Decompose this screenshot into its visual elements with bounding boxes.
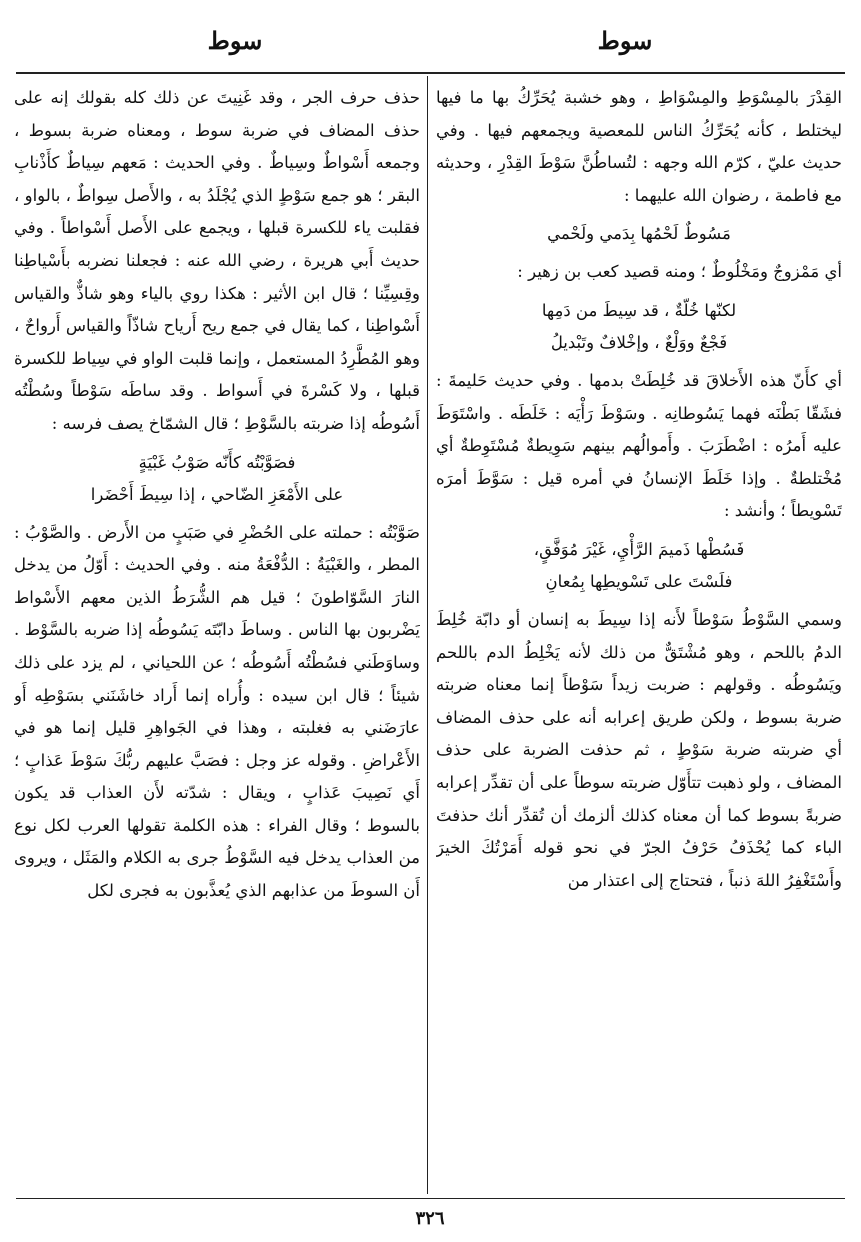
right-verse-1 xyxy=(436,218,842,250)
top-rule xyxy=(16,72,845,74)
left-paragraph-1: حذف حرف الجر ، وقد غَنِيتَ عن ذلك كله بقولك إنه على حذف المضاف في ضربة سوط ، ومعناه ضربة بسوط ، وجمعه أَسْواطٌ وسِياطٌ . وفي الحديث : مَعهم سِياطٌ كأَذْنابِ البقر ؛ هو جمع سَوْطٍ الذي يُجْلَدُ به ، والأَصل سِواطٌ ، بالواو ، فقلبت ياء للكسرة قبلها ، ويجمع على الأَصل أَسْواطاً . وفي حديث أَبي هريرة ، رضي الله عنه : فجعلنا نضربه بأَسْياطِنا وقِسِيِّنا ؛ قال ابن الأثير : هكذا روي بالياء وهو شاذٌّ والقياس أَسْواطِنا ، كما يقال في جمع ريح أَرياح شاذّاً والقياس أَرواحٌ ، وهو المُطَّرِدُ المستعمل ، وإنما قلبت الواو في سِياط للكسرة قبلها ، ولا كَسْرةَ في أَسواط . وقد ساطَه سَوْطاً وسُطْتُه أَسُوطُه إذا ضربته بالسَّوْطِ ؛ قال الشمّاخ يصف فرسه : xyxy=(14,88,420,433)
bottom-rule xyxy=(16,1198,845,1199)
verse-line: على الأَمْعَزِ الضّاحي ، إذا سِيطَ أَحْضَرا xyxy=(90,484,344,504)
headword-right: سوط xyxy=(597,26,653,55)
verse-line: فَجْعٌ ووَلْعٌ ، وإخْلافٌ وتَبْديلُ xyxy=(550,332,728,352)
verse-line: فلَسْتَ على تَسْويطِها بِمُعانِ xyxy=(545,571,733,591)
verse-line: لكنّها خُلّةٌ ، قد سِيطَ من دَمِها xyxy=(541,300,737,320)
verse-line: فصَوَّبْتُه كأَنّه صَوْبُ غَبْيَةٍ xyxy=(138,452,296,472)
right-paragraph-4: وسمي السَّوْطُ سَوْطاً لأَنه إذا سِيطَ به إنسان أو دابّة خُلِطَ الدمُ باللحم ، وهو مُشْتَقٌّ من ذلك لأنه يَخْلِطُ الدم باللحم ويَسُوطُه . وقولهم : ضربت زيداً سَوْطاً إنما معناه ضربته ضربة بسوط ، ولكن طريق إعرابه أنه على حذف المضاف أي ضربته ضربة سَوْطٍ ، ثم حذفت الضربة على حذف المضاف ، ولو ذهبت تتأَوّل ضربته سوطاً على أن تقدِّر إعرابه ضربةً بسوط كما أن معناه كذلك ألزمك أن تُقدِّر أنك حذفتَ الباء كما يُحْذَفُ حَرْفُ الجرّ في نحو قوله أَمَرْتُكَ الخيرَ وأَسْتَغْفِرُ اللهَ ذنباً ، فتحتاج إلى اعتذار من xyxy=(436,609,842,890)
page-number: ٣٢٦ xyxy=(415,1208,445,1229)
headword-left: سوط xyxy=(207,26,263,55)
right-verse-3 xyxy=(436,534,842,598)
left-paragraph-2: صَوَّبْتُه : حملته على الحُضْرِ في صَبَبٍ من الأَرض . والصَّوْبُ : المطر ، والغَبْيَةُ : الدُّفْعَةُ منه . وفي الحديث : أَوّلُ من يدخل النارَ السَّوّاطونَ ؛ قيل هم الشُّرَطُ الذين معهم الأَسْواط يَضْربون بها الناس . وساطَ دابّتَه يَسُوطُه إذا ضربه بالسَّوْط . وساوَطَني فسُطْتُه أَسُوطُه ؛ عن اللحياني ، لم يزد على ذلك شيئاً ؛ قال ابن سيده : وأُراه إنما أَراد خاشَنَني بسَوْطِه أَو عارَضَني به فغلبته ، وهذا في الجَواهِرِ قليل إنما هو في الأَعْراضِ . وقوله عز وجل : فصَبَّ عليهم ربُّكَ سَوْطَ عَذابٍ ؛ أَي نَصِيبَ عَذابٍ ، ويقال : شدّته لأَن العذاب قد يكون بالسوط ؛ وقال الفراء : هذه الكلمة تقولها العرب لكل نوع من العذاب يدخل فيه السَّوْطُ جرى به الكلام والمَثَل ، ويروى أَن السوطَ من عذابهم الذي يُعذَّبون به فجرى لكل xyxy=(14,522,420,901)
right-column xyxy=(436,82,842,1190)
right-paragraph-3: أي كأَنّ هذه الأَخلاقَ قد خُلِطَتْ بدمها . وفي حديث حَليمةَ : فشَقّا بَطْنَه فهما يَسُوطانِه . وسَوْطَ رَأْيَه : خَلَطَه . واسْتَوَطَ عليه أَمرُه : اضْطَرَبَ . وأَموالُهم بينهم سَوِيطةٌ مُسْتَوِطةٌ أي مُخْتلطةٌ . وإذا خَلَطَ الإنسانُ في أمره قيل : سَوَّطَ أمرَه تَسْويطاً ؛ وأنشد : xyxy=(436,370,842,521)
right-paragraph-1: القِدْرَ بالمِسْوَطِ والمِسْوَاطِ ، وهو خشبة يُحَرِّكُ بها ما فيها ليختلط ، كأنه يُحَرِّكُ الناس للمعصية ويجمعهم فيها . وفي حديث عليّ ، كرّم الله وجهه : لتُساطُنَّ سَوْطَ القِدْرِ ، وحديثه مع فاطمة ، رضوان الله عليهما : xyxy=(436,88,842,205)
column-divider xyxy=(427,76,428,1194)
right-verse-2 xyxy=(436,295,842,359)
verse-line: فَسُطْها ذَميمَ الرَّأْيِ، غَيْرَ مُوَفَّقٍ، xyxy=(533,539,745,559)
right-paragraph-2: أي مَمْزوجٌ ومَخْلُوطٌ ؛ ومنه قصيد كعب بن زهير : xyxy=(517,262,842,282)
left-verse-1 xyxy=(14,447,420,511)
verse-line: مَسُوطٌ لَحْمُها بِدَمي ولَحْمي xyxy=(547,224,731,244)
left-column xyxy=(14,82,420,1190)
